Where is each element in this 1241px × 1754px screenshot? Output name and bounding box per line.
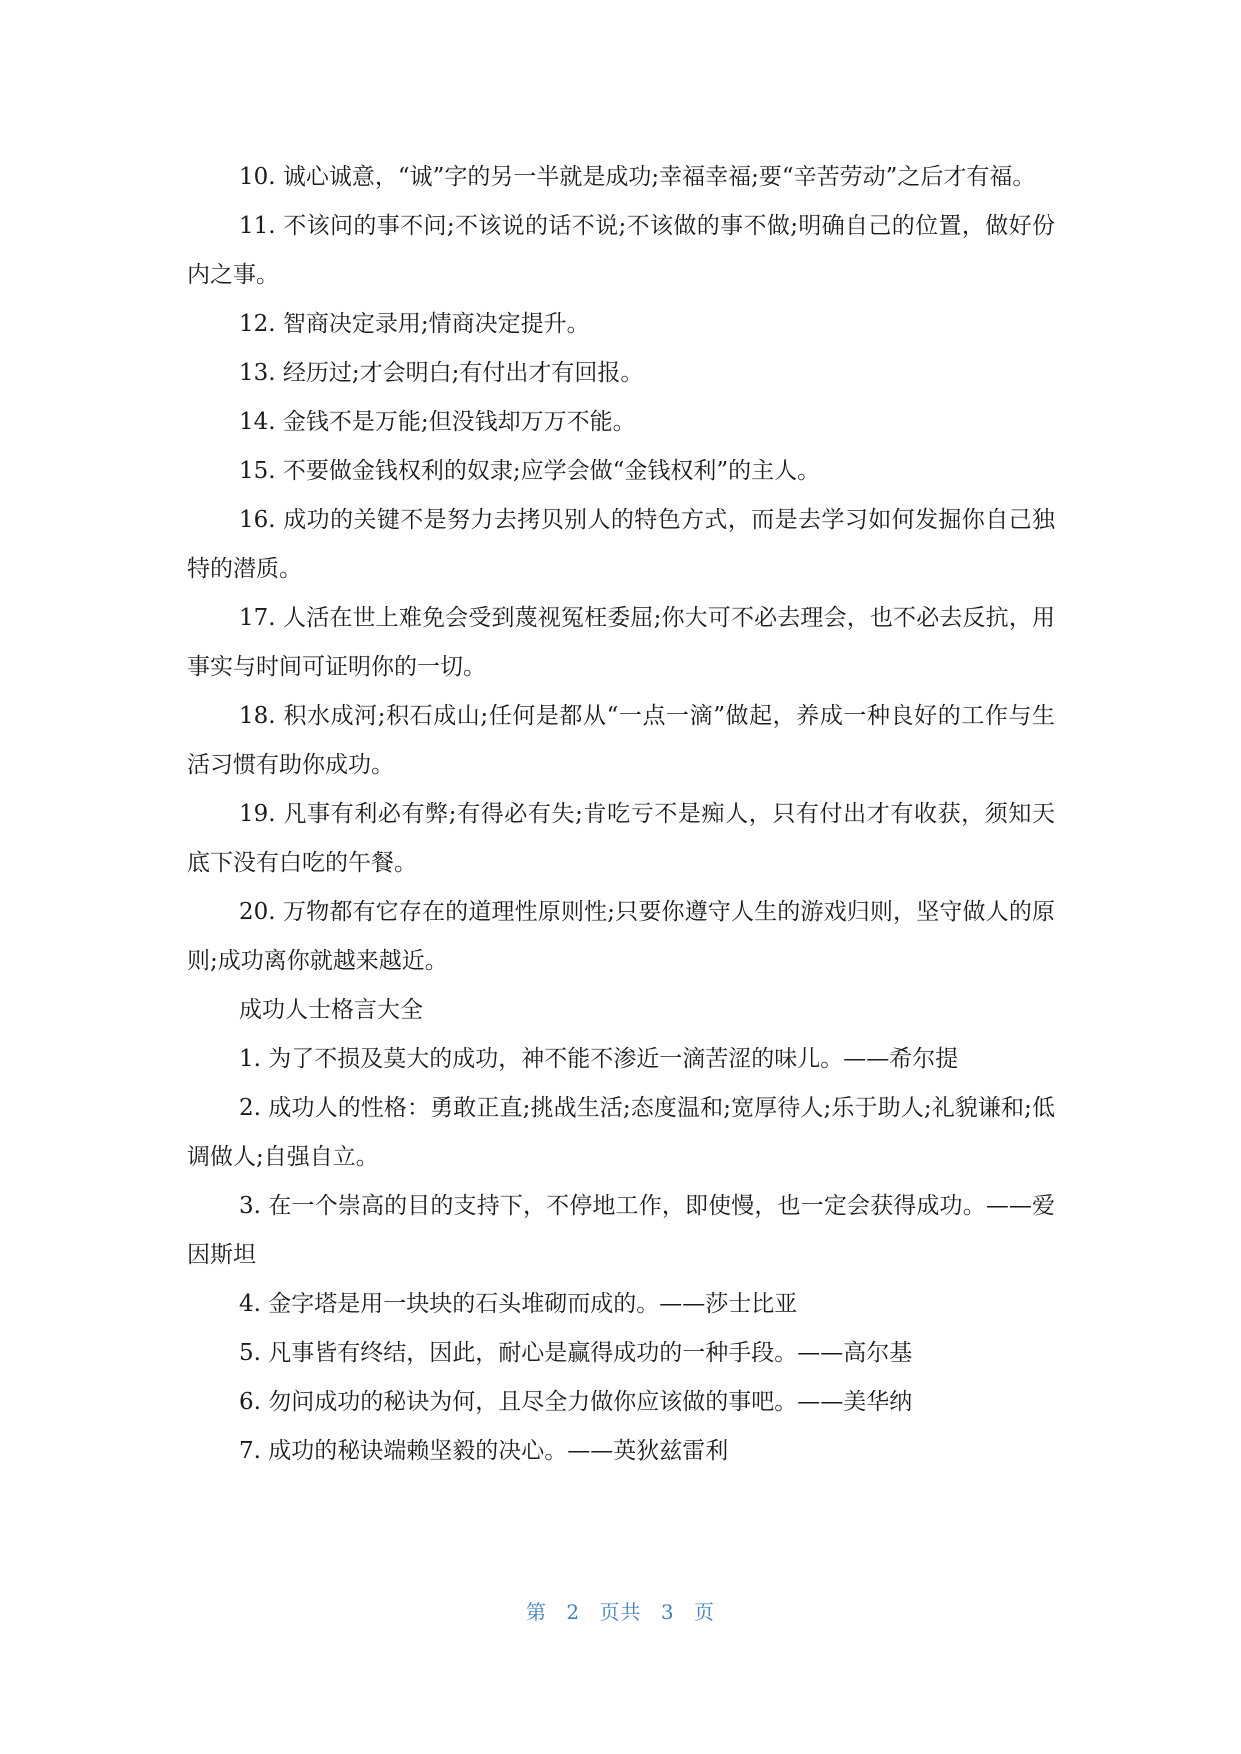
document-body bbox=[187, 153, 1055, 1476]
paragraph: 14. 金钱不是万能;但没钱却万万不能。 bbox=[239, 409, 636, 435]
footer-suffix: 页 bbox=[693, 1600, 715, 1624]
paragraph: 12. 智商决定录用;情商决定提升。 bbox=[239, 311, 590, 337]
paragraph: 11. 不该问的事不问;不该说的话不说;不该做的事不做;明确自己的位置，做好份内之事。 bbox=[187, 213, 1055, 288]
paragraph: 20. 万物都有它存在的道理性原则性;只要你遵守人生的游戏归则，坚守做人的原则;成功离你就越来越近。 bbox=[187, 899, 1055, 974]
footer-prefix: 第 bbox=[526, 1600, 548, 1624]
paragraph: 19. 凡事有利必有弊;有得必有失;肯吃亏不是痴人，只有付出才有收获，须知天底下没有白吃的午餐。 bbox=[187, 801, 1055, 876]
paragraph: 4. 金字塔是用一块块的石头堆砌而成的。——莎士比亚 bbox=[239, 1291, 798, 1317]
paragraph: 2. 成功人的性格：勇敢正直;挑战生活;态度温和;宽厚待人;乐于助人;礼貌谦和;低调做人;自强自立。 bbox=[187, 1095, 1055, 1170]
paragraph: 3. 在一个崇高的目的支持下，不停地工作，即使慢，也一定会获得成功。——爱因斯坦 bbox=[187, 1193, 1055, 1268]
page-footer bbox=[0, 1596, 1241, 1625]
paragraph: 1. 为了不损及莫大的成功，神不能不渗近一滴苦涩的味儿。——希尔提 bbox=[239, 1046, 959, 1072]
footer-total-pages: 3 bbox=[660, 1600, 675, 1624]
paragraph: 13. 经历过;才会明白;有付出才有回报。 bbox=[239, 360, 644, 386]
paragraph: 15. 不要做金钱权利的奴隶;应学会做“金钱权利”的主人。 bbox=[239, 458, 821, 484]
paragraph: 6. 勿问成功的秘诀为何，且尽全力做你应该做的事吧。——美华纳 bbox=[239, 1389, 913, 1415]
footer-middle: 页共 bbox=[599, 1600, 642, 1624]
paragraph: 10. 诚心诚意，“诚”字的另一半就是成功;幸福幸福;要“辛苦劳动”之后才有福。 bbox=[239, 164, 1036, 190]
section-heading: 成功人士格言大全 bbox=[239, 997, 423, 1023]
paragraph: 16. 成功的关键不是努力去拷贝别人的特色方式，而是去学习如何发掘你自己独特的潜质。 bbox=[187, 507, 1055, 582]
paragraph: 18. 积水成河;积石成山;任何是都从“一点一滴”做起，养成一种良好的工作与生活习惯有助你成功。 bbox=[187, 703, 1055, 778]
footer-current-page: 2 bbox=[566, 1600, 581, 1624]
paragraph: 5. 凡事皆有终结，因此，耐心是赢得成功的一种手段。——高尔基 bbox=[239, 1340, 913, 1366]
paragraph: 17. 人活在世上难免会受到蔑视冤枉委屈;你大可不必去理会，也不必去反抗，用事实与时间可证明你的一切。 bbox=[187, 605, 1055, 680]
paragraph: 7. 成功的秘诀端赖坚毅的决心。——英狄兹雷利 bbox=[239, 1438, 729, 1464]
